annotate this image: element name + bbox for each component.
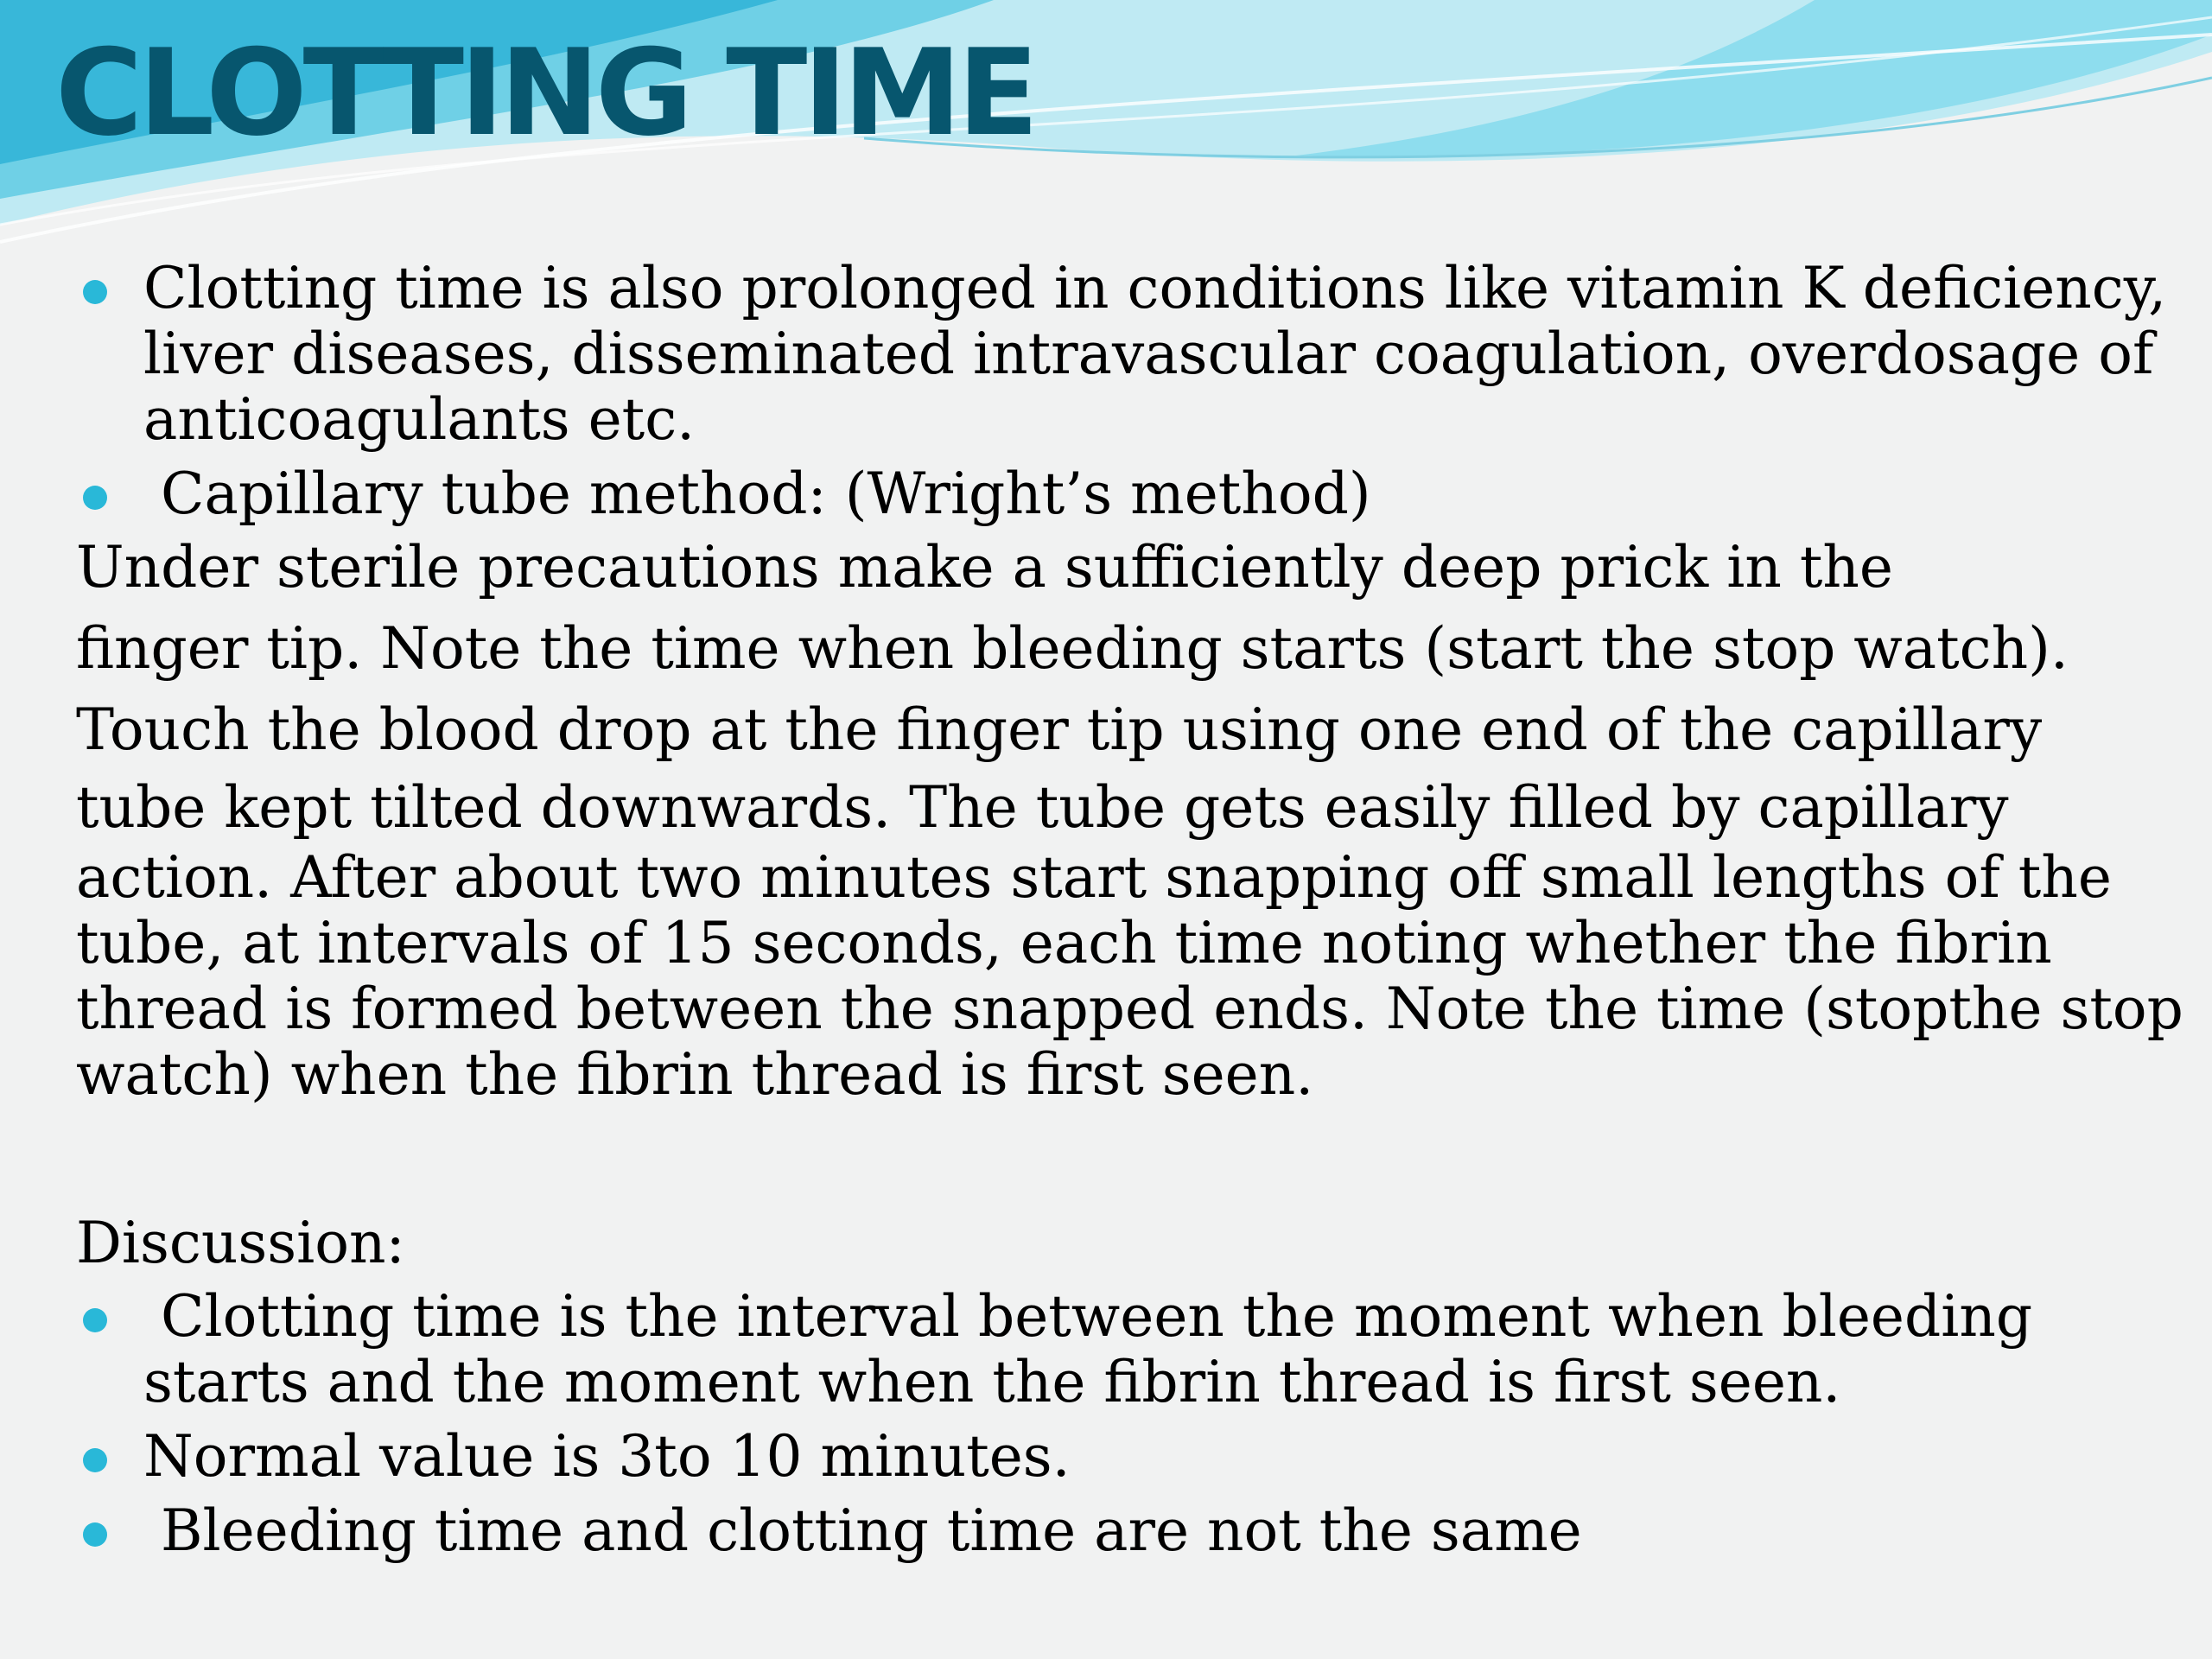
bullet-item (76, 461, 2184, 527)
procedure-line: Under sterile precautions make a sufficiently deep prick in the (76, 534, 1893, 601)
bullet-text: Clotting time is the interval between the moment when bleeding starts and the moment when the fibrin thread is first seen. (143, 1283, 2033, 1415)
bullet-text: Bleeding time and clotting time are not the same (161, 1497, 1582, 1564)
procedure-paragraph: action. After about two minutes start snapping off small lengths of the tube, at intervals of 15 seconds, each time noting whether the fibrin thread is formed between the snapped ends. Note the time (stopthe stop watch) when the fibrin thread is first seen. (76, 844, 2183, 1108)
procedure-line: Touch the blood drop at the finger tip using one end of the capillary (76, 696, 2043, 763)
slide-body (76, 256, 2184, 1564)
bullet-item (76, 256, 2184, 453)
slide-title: CLOTTING TIME (55, 23, 1035, 162)
bullet-dot-icon (83, 1308, 107, 1332)
bullet-text: Normal value is 3to 10 minutes. (143, 1423, 1071, 1490)
bullet-text: Clotting time is also prolonged in conditions like vitamin K deficiency, liver diseases, disseminated intravascular coagulation, overdosage of anticoagulants etc. (143, 255, 2167, 453)
procedure-line: tube kept tilted downwards. The tube gets easily filled by capillary (76, 774, 2009, 841)
bullet-item (76, 1424, 2184, 1490)
procedure-line: finger tip. Note the time when bleeding starts (start the stop watch). (76, 615, 2069, 682)
bullet-dot-icon (83, 486, 107, 510)
bullet-dot-icon (83, 1448, 107, 1472)
bullet-text: Capillary tube method: (Wright’s method) (161, 461, 1371, 527)
bullet-item (76, 1498, 2184, 1564)
bullet-dot-icon (83, 1522, 107, 1547)
bullet-item (76, 1284, 2184, 1415)
discussion-heading: Discussion: (76, 1210, 405, 1276)
bullet-dot-icon (83, 280, 107, 304)
